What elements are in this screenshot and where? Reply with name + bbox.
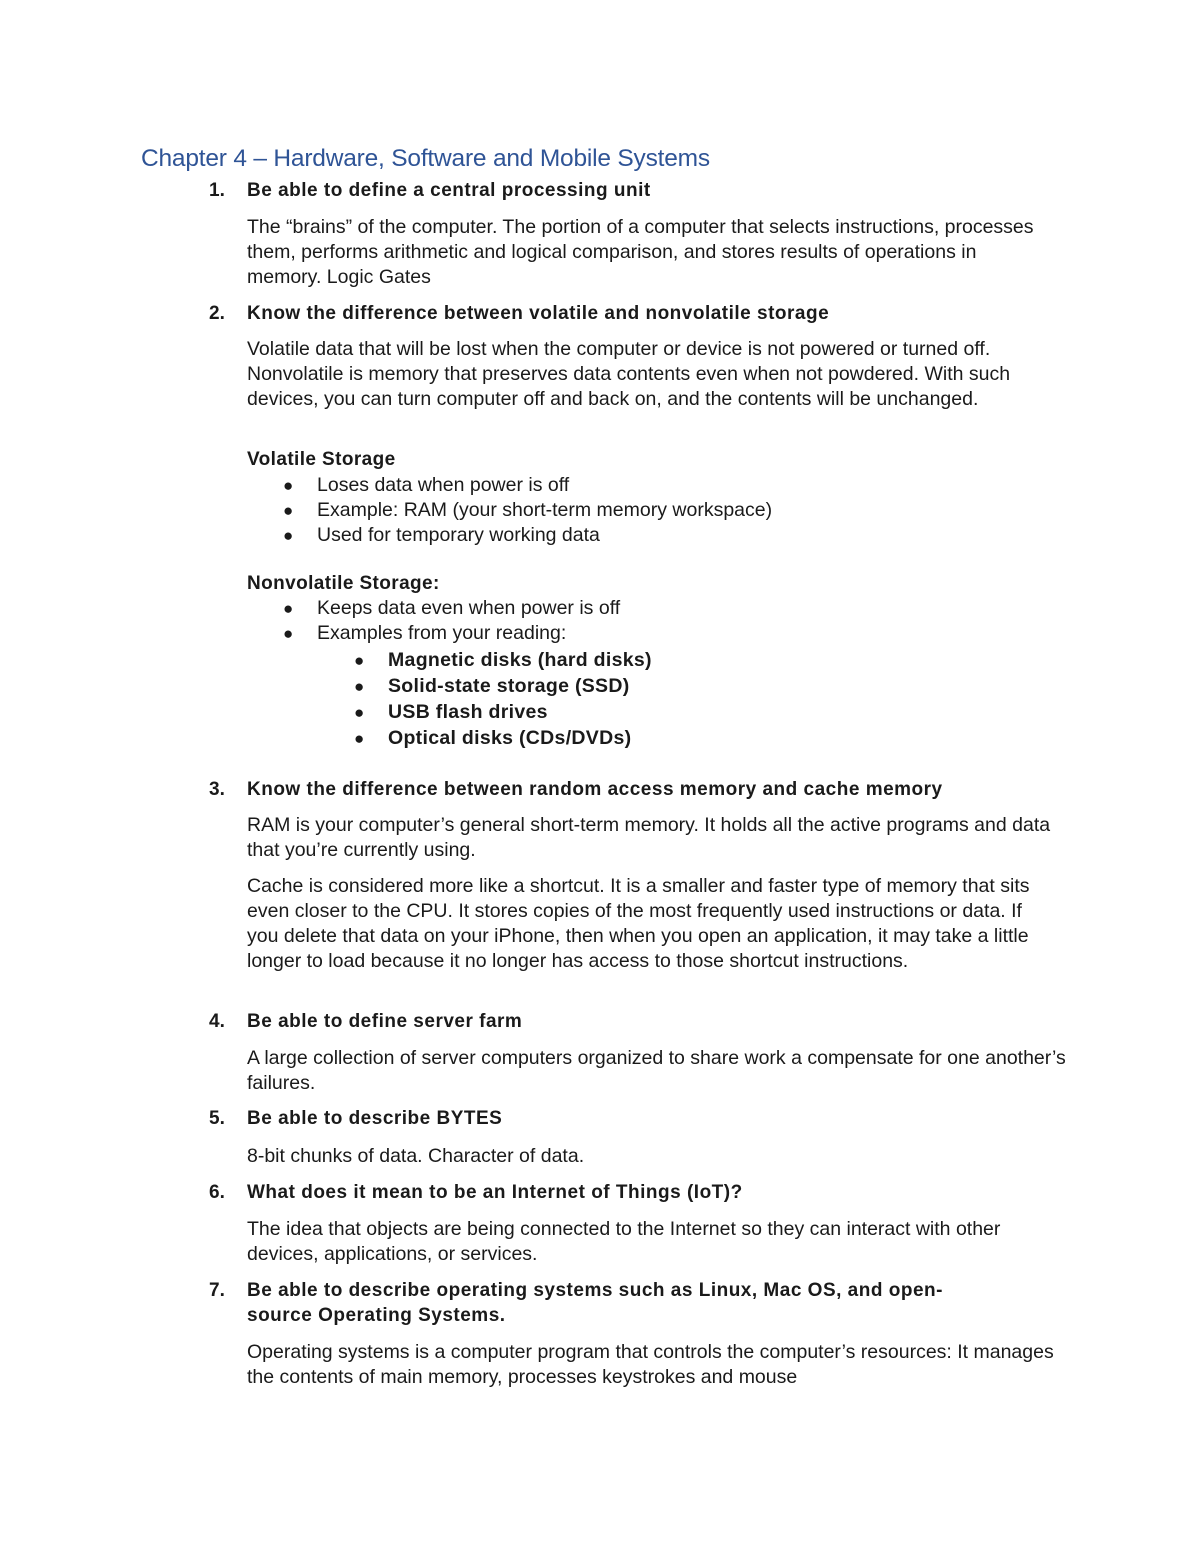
question-number: 7. bbox=[209, 1280, 225, 1301]
question-number: 4. bbox=[209, 1011, 225, 1032]
answer-paragraph: 8-bit chunks of data. Character of data. bbox=[247, 1145, 585, 1167]
answer-paragraph: RAM is your computer’s general short-term memory. It holds all the active programs and data that you’re currently using. bbox=[247, 814, 1051, 861]
document-page: Chapter 4 – Hardware, Software and Mobile Systems 1. Be able to define a central processing unit The “brains” of the computer. The portion of a computer that selects instructions, processes them, performs arithmetic and logical comparison, and stores results of operations in memory. Logic Gates 2. Know the difference between volatile and nonvolatile storage Volatile data that will be lost when the computer or device is not powered or turned off. Nonvolatile is memory that preserves data contents even when not powdered. With such devices, you can turn computer off and back on, and the contents will be unchanged. Volatile Storage ● Loses data when power is off ● Example: RAM (your short-term memory workspace) ● Used for temporary working data Nonvolatile Storage: ● Keeps data even when power is off ● Examples from your reading: ● Magnetic disks (hard disks) ● Solid-state storage (SSD) ● USB flash drives ● Optical disks (CDs/DVDs) 3. Know the difference between random access memory and cache memory RAM is your computer’s general short-term memory. It holds all the active programs and data that you’re currently using. Cache is considered more like a shortcut. It is a smaller and faster type of memory that sits even closer to the CPU. It stores copies of the most frequently used instructions or data. If you delete that data on your iPhone, then when you open an application, it may take a little longer to load because it no longer has access to those shortcut instructions. 4. Be able to define server farm A large collection of server computers organized to share work a compensate for one another’s failures. 5. Be able to describe BYTES 8-bit chunks of data. Character of data. 6. What does it mean to be an Internet of Things (IoT)? The idea that objects are being connected to the Internet so they can interact with other devices, applications, or services. 7. Be able to describe operating systems such as Linux, Mac OS, and open- source Operating Systems. Operating systems is a computer program that controls the computer’s resources: It manages the contents of main memory, processes keystrokes and mouse bbox=[0, 0, 1200, 1553]
question-text-line-2: source Operating Systems. bbox=[247, 1305, 506, 1326]
bullet-icon: ● bbox=[354, 677, 365, 696]
question-text-line-1: Be able to describe operating systems such as Linux, Mac OS, and open- bbox=[247, 1280, 943, 1301]
question-number: 6. bbox=[209, 1182, 225, 1203]
bullet-icon: ● bbox=[283, 476, 294, 495]
bullet-icon: ● bbox=[354, 703, 365, 722]
answer-paragraph: Operating systems is a computer program that controls the computer’s resources: It manages the contents of main memory, processes keystrokes and mouse bbox=[247, 1341, 1054, 1388]
question-number: 3. bbox=[209, 779, 225, 800]
bullet-icon: ● bbox=[283, 526, 294, 545]
nonvolatile-heading: Nonvolatile Storage: bbox=[247, 573, 440, 594]
bullet-icon: ● bbox=[283, 624, 294, 643]
bullet-icon: ● bbox=[354, 729, 365, 748]
answer-paragraph: Volatile data that will be lost when the computer or device is not powered or turned off. Nonvolatile is memory that preserves data contents even when not powdered. With such devices, you can turn computer off and back on, and the contents will be unchanged. bbox=[247, 338, 1011, 410]
answer-paragraph: The idea that objects are being connected to the Internet so they can interact with other devices, applications, or services. bbox=[247, 1218, 1001, 1265]
question-number: 1. bbox=[209, 180, 225, 201]
bullet-icon: ● bbox=[354, 651, 365, 670]
answer-paragraph: The “brains” of the computer. The portion of a computer that selects instructions, processes them, performs arithmetic and logical comparison, and stores results of operations in memory. Logic Gates bbox=[247, 216, 1034, 288]
answer-paragraph: A large collection of server computers organized to share work a compensate for one another’s failures. bbox=[247, 1047, 1066, 1094]
question-number: 5. bbox=[209, 1108, 225, 1129]
question-text: Be able to describe BYTES bbox=[247, 1108, 503, 1129]
question-text: Know the difference between volatile and nonvolatile storage bbox=[247, 303, 830, 324]
question-text: Be able to define a central processing unit bbox=[247, 180, 651, 201]
chapter-title: Chapter 4 – Hardware, Software and Mobile Systems bbox=[141, 145, 710, 172]
question-text: Know the difference between random access memory and cache memory bbox=[247, 779, 943, 800]
volatile-heading: Volatile Storage bbox=[247, 449, 396, 470]
question-text: Be able to define server farm bbox=[247, 1011, 523, 1032]
answer-paragraph: Cache is considered more like a shortcut. It is a smaller and faster type of memory that sits even closer to the CPU. It stores copies of the most frequently used instructions or data. If you delete that data on your iPhone, then when you open an application, it may take a little longer to load because it no longer has access to those shortcut instructions. bbox=[247, 875, 1030, 972]
bullet-icon: ● bbox=[283, 599, 294, 618]
question-text: What does it mean to be an Internet of Things (IoT)? bbox=[247, 1182, 743, 1203]
question-number: 2. bbox=[209, 303, 225, 324]
bullet-icon: ● bbox=[283, 501, 294, 520]
